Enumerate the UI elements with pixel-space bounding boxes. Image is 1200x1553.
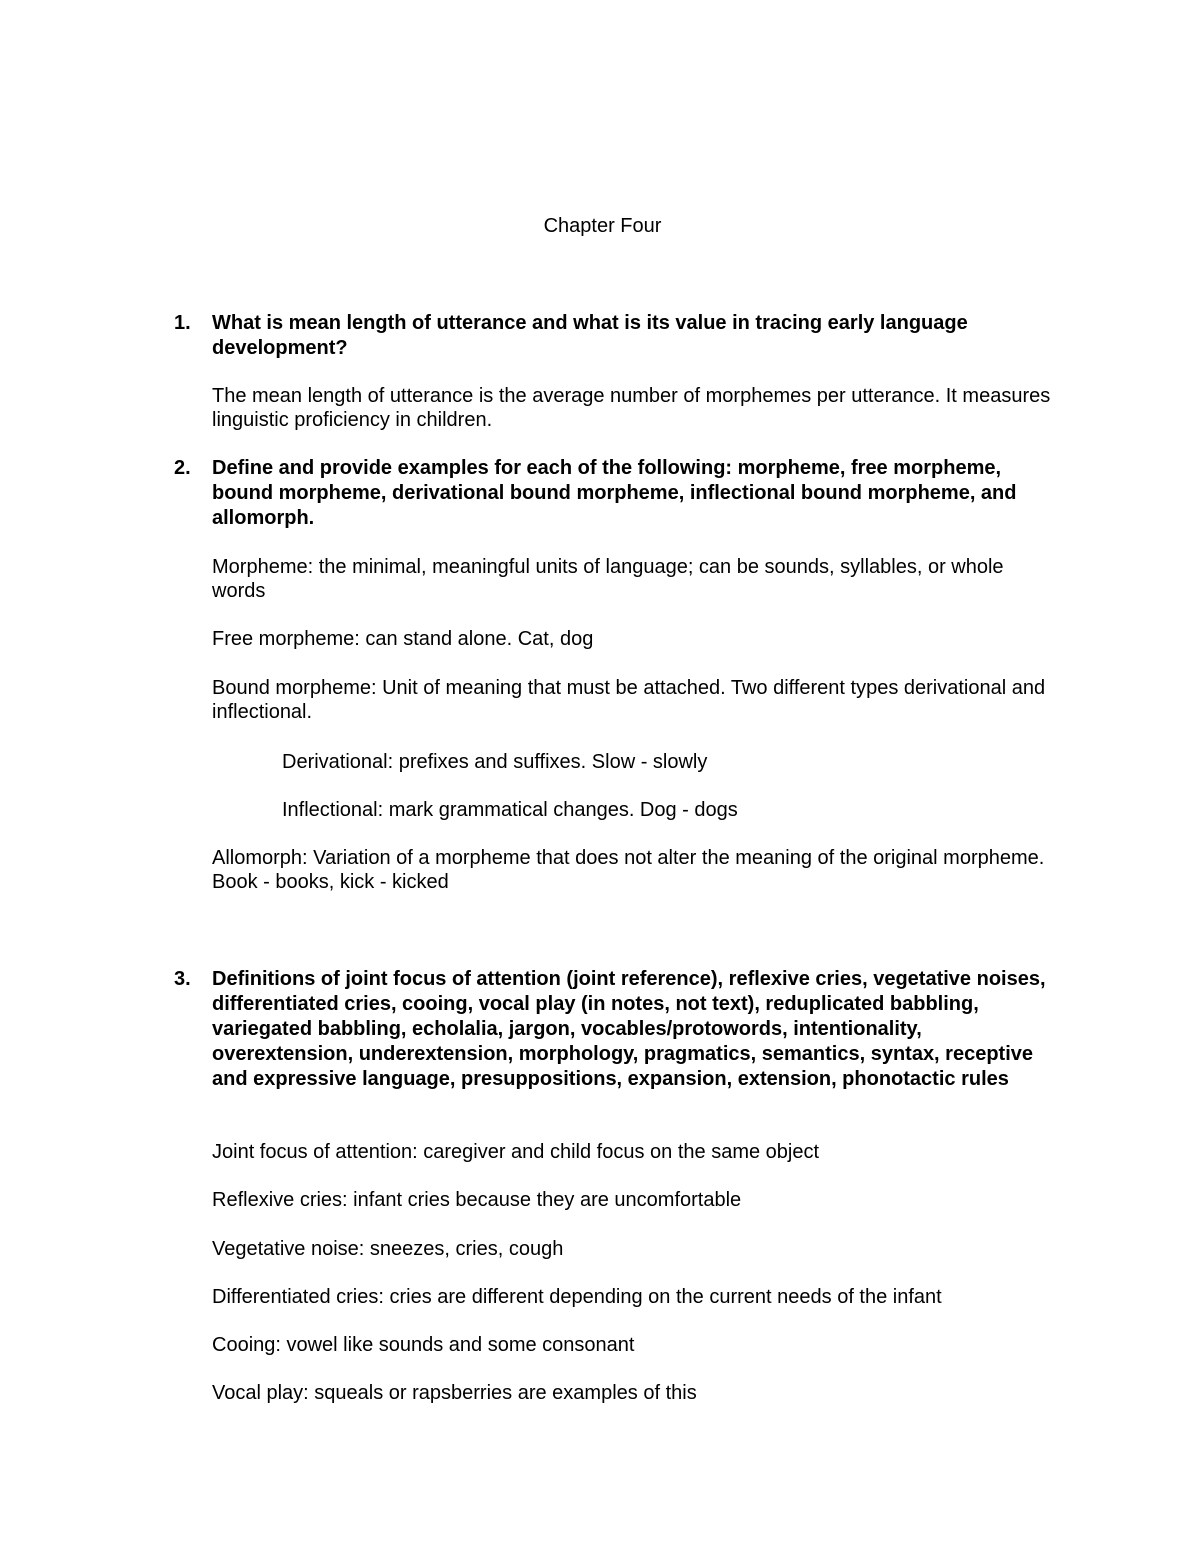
answer-vegetative-noise: Vegetative noise: sneezes, cries, cough xyxy=(212,1238,564,1260)
answer-vocal-play: Vocal play: squeals or rapsberries are examples of this xyxy=(212,1382,697,1404)
question-text: Definitions of joint focus of attention (joint reference), reflexive cries, vegetative noises, differentiated cries, cooing, vocal play (in notes, not text), reduplicated babbling, variegated babbling, echolalia, jargon, vocables/protowords, intentionality, overextension, underextension, morphology, pragmatics, semantics, syntax, receptive and expressive language, presuppositions, expansion, extension, phonotactic rules xyxy=(212,968,1046,1090)
answer-cooing: Cooing: vowel like sounds and some consonant xyxy=(212,1334,635,1356)
question-3 xyxy=(172,967,1052,1092)
answer-joint-focus: Joint focus of attention: caregiver and child focus on the same object xyxy=(212,1141,820,1163)
question-text: What is mean length of utterance and what is its value in tracing early language development? xyxy=(212,312,968,359)
page-title: Chapter Four xyxy=(543,215,662,237)
question-2 xyxy=(172,456,1052,531)
answer-bound-morpheme: Bound morpheme: Unit of meaning that must be attached. Two different types derivational and inflectional. xyxy=(212,677,1046,723)
question-number: 2. xyxy=(174,457,191,479)
answer-reflexive-cries: Reflexive cries: infant cries because they are uncomfortable xyxy=(212,1189,742,1211)
question-text: Define and provide examples for each of the following: morpheme, free morpheme, bound morpheme, derivational bound morpheme, inflectional bound morpheme, and allomorph. xyxy=(212,457,1017,529)
answer-derivational: Derivational: prefixes and suffixes. Slow - slowly xyxy=(282,751,708,773)
question-number: 3. xyxy=(174,968,191,990)
question-number: 1. xyxy=(174,312,191,334)
answer-mlu: The mean length of utterance is the average number of morphemes per utterance. It measures linguistic proficiency in children. xyxy=(212,385,1051,431)
answer-morpheme: Morpheme: the minimal, meaningful units of language; can be sounds, syllables, or whole words xyxy=(212,556,1004,602)
answer-allomorph: Allomorph: Variation of a morpheme that does not alter the meaning of the original morpheme. Book - books, kick - kicked xyxy=(212,847,1045,893)
question-1 xyxy=(172,311,1052,361)
answer-inflectional: Inflectional: mark grammatical changes. Dog - dogs xyxy=(282,799,738,821)
answer-free-morpheme: Free morpheme: can stand alone. Cat, dog xyxy=(212,628,594,650)
answer-differentiated-cries: Differentiated cries: cries are different depending on the current needs of the infant xyxy=(212,1286,942,1308)
